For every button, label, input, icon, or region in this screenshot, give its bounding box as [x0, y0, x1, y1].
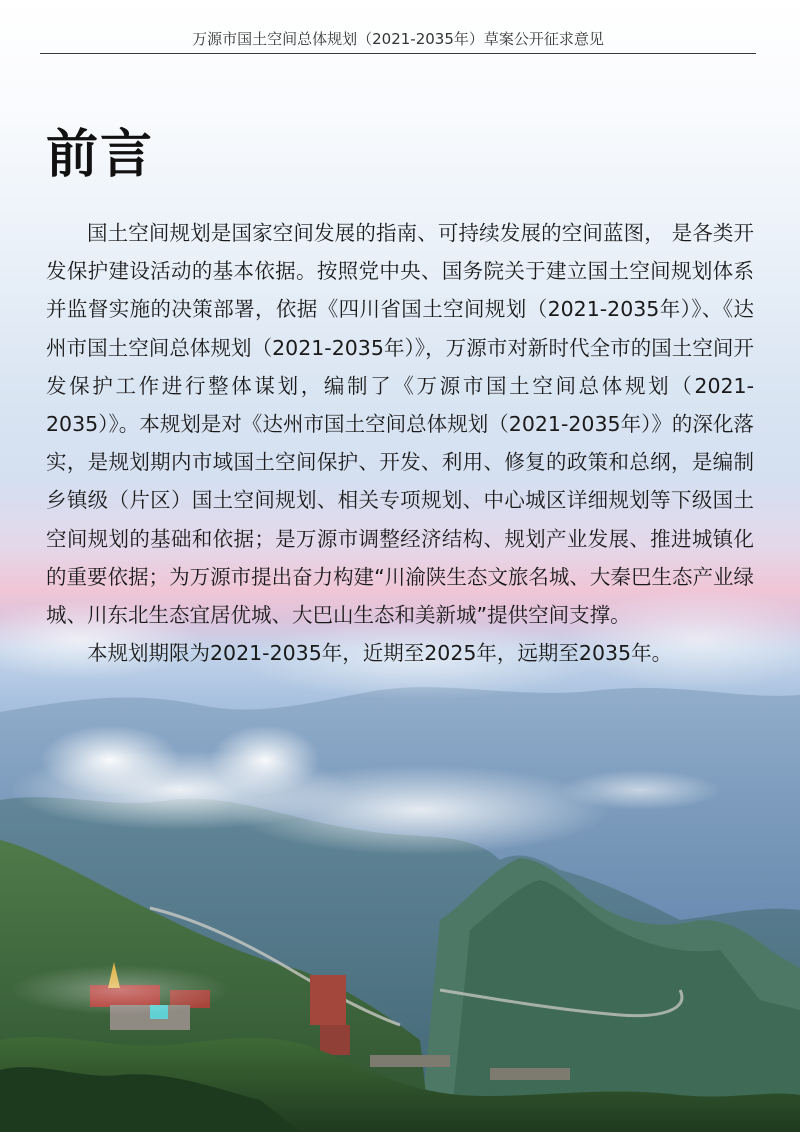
section-title: 前言 — [46, 125, 155, 185]
paragraph: 国土空间规划是国家空间发展的指南、可持续发展的空间蓝图， 是各类开发保护建设活动的基本依据。按照党中央、国务院关于建立国土空间规划体系并监督实施的决策部署，依据《四川省国土空间规划（2021-2035年）》、《达州市国土空间总体规划（2021-2035年）》，万源市对新时代全市的国土空间开发保护工作进行整体谋划，编制了《万源市国土空间总体规划（2021-2035）》。本规划是对《达州市国土空间总体规划（2021-2035年）》的深化落实，是规划期内市域国土空间保护、开发、利用、修复的政策和总纲，是编制乡镇级（片区）国土空间规划、相关专项规划、中心城区详细规划等下级国土空间规划的基础和依据；是万源市调整经济结构、规划产业发展、推进城镇化的重要依据；为万源市提出奋力构建“川渝陕生态文旅名城、大秦巴生态产业绿城、川东北生态宜居优城、大巴山生态和美新城”提供空间支撑。 — [46, 221, 754, 628]
section-body — [46, 214, 754, 672]
header-title: 万源市国土空间总体规划（2021-2035年）草案公开征求意见 — [192, 30, 604, 48]
paragraph: 本规划期限为2021-2035年，近期至2025年，远期至2035年。 — [87, 641, 673, 666]
page-header — [40, 24, 756, 54]
